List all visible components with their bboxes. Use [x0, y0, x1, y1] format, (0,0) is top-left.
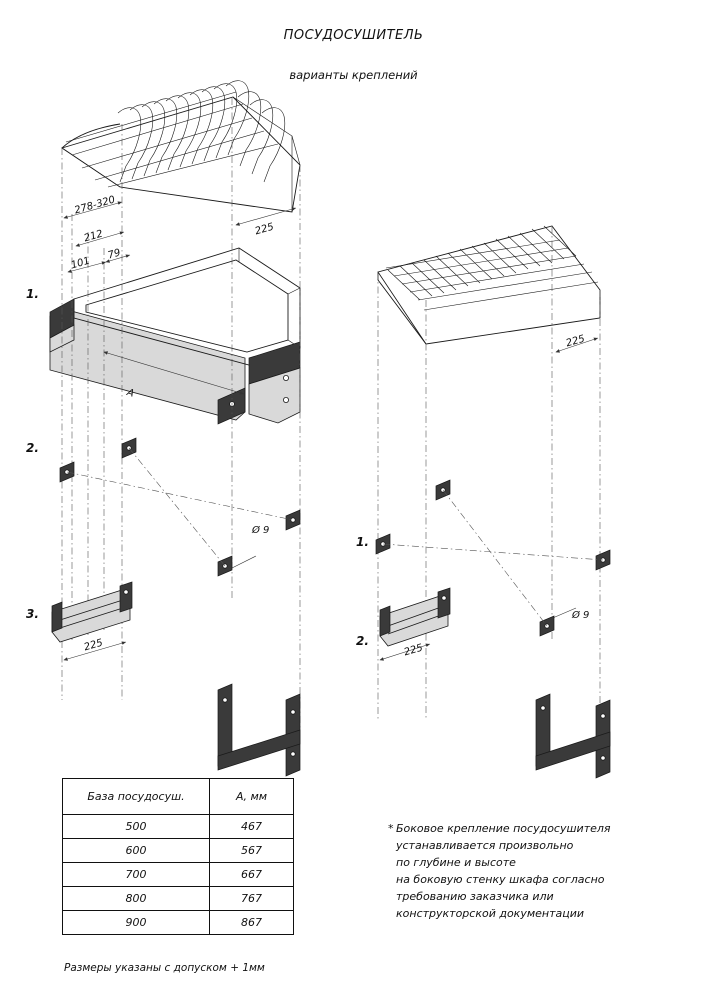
- dim-left-hole: Ø 9: [252, 525, 270, 536]
- page-subtitle: варианты креплений: [289, 68, 418, 82]
- right-step-2: 2.: [356, 634, 369, 648]
- dim-79: 79: [106, 247, 123, 262]
- table-row: [63, 815, 294, 839]
- left-step-1: 1.: [26, 287, 39, 301]
- right-step-1: 1.: [356, 535, 369, 549]
- dim-101: 101: [69, 255, 92, 272]
- side-note-line: на боковую стенку шкафа согласно: [396, 873, 605, 886]
- table-row: [63, 863, 294, 887]
- table-header-a: А, мм: [210, 779, 294, 815]
- side-note-line: требованию заказчика или: [396, 890, 554, 903]
- side-note-marker: *: [388, 822, 394, 835]
- side-note-line: по глубине и высоте: [396, 856, 516, 869]
- left-tray-frame: [50, 248, 300, 424]
- cell-a: 867: [210, 911, 294, 935]
- table-header-row: [63, 779, 294, 815]
- side-note-line: конструкторской документации: [396, 907, 585, 920]
- side-note: [388, 820, 696, 922]
- right-dish-rack: [378, 226, 600, 344]
- left-dish-rack: [62, 81, 300, 212]
- table-row: [63, 839, 294, 863]
- dim-right-top-225: 225: [564, 333, 587, 350]
- cell-base: 700: [63, 863, 210, 887]
- left-step-3: 3.: [26, 607, 39, 621]
- side-note-line: Боковое крепление посудосушителя: [396, 822, 611, 835]
- right-projection-lines: [378, 226, 600, 768]
- page-title: ПОСУДОСУШИТЕЛЬ: [283, 28, 424, 43]
- cell-base: 500: [63, 815, 210, 839]
- dim-letter-a: A: [125, 387, 136, 400]
- cell-base: 600: [63, 839, 210, 863]
- left-step-2: 2.: [26, 441, 39, 455]
- cell-a: 467: [210, 815, 294, 839]
- table-note: Размеры указаны с допуском + 1мм: [64, 962, 265, 974]
- dim-212: 212: [82, 228, 105, 245]
- dim-right-hole: Ø 9: [572, 610, 590, 621]
- left-fasteners: [60, 438, 300, 576]
- dim-278-320: 278-320: [73, 194, 117, 217]
- cell-base: 900: [63, 911, 210, 935]
- cell-a: 567: [210, 839, 294, 863]
- table-header-base: База посудосуш.: [63, 779, 210, 815]
- left-lower-rail: [52, 582, 300, 776]
- dim-right-bottom-225: 225: [402, 642, 425, 659]
- cell-a: 767: [210, 887, 294, 911]
- dim-left-bottom-225: 225: [82, 637, 105, 654]
- dim-left-top-225: 225: [253, 221, 276, 238]
- cell-a: 667: [210, 863, 294, 887]
- table-row: [63, 887, 294, 911]
- table-row: [63, 911, 294, 935]
- side-note-line: устанавливается произвольно: [396, 839, 574, 852]
- left-dimensions: [64, 202, 296, 660]
- spec-table: [62, 778, 294, 935]
- cell-base: 800: [63, 887, 210, 911]
